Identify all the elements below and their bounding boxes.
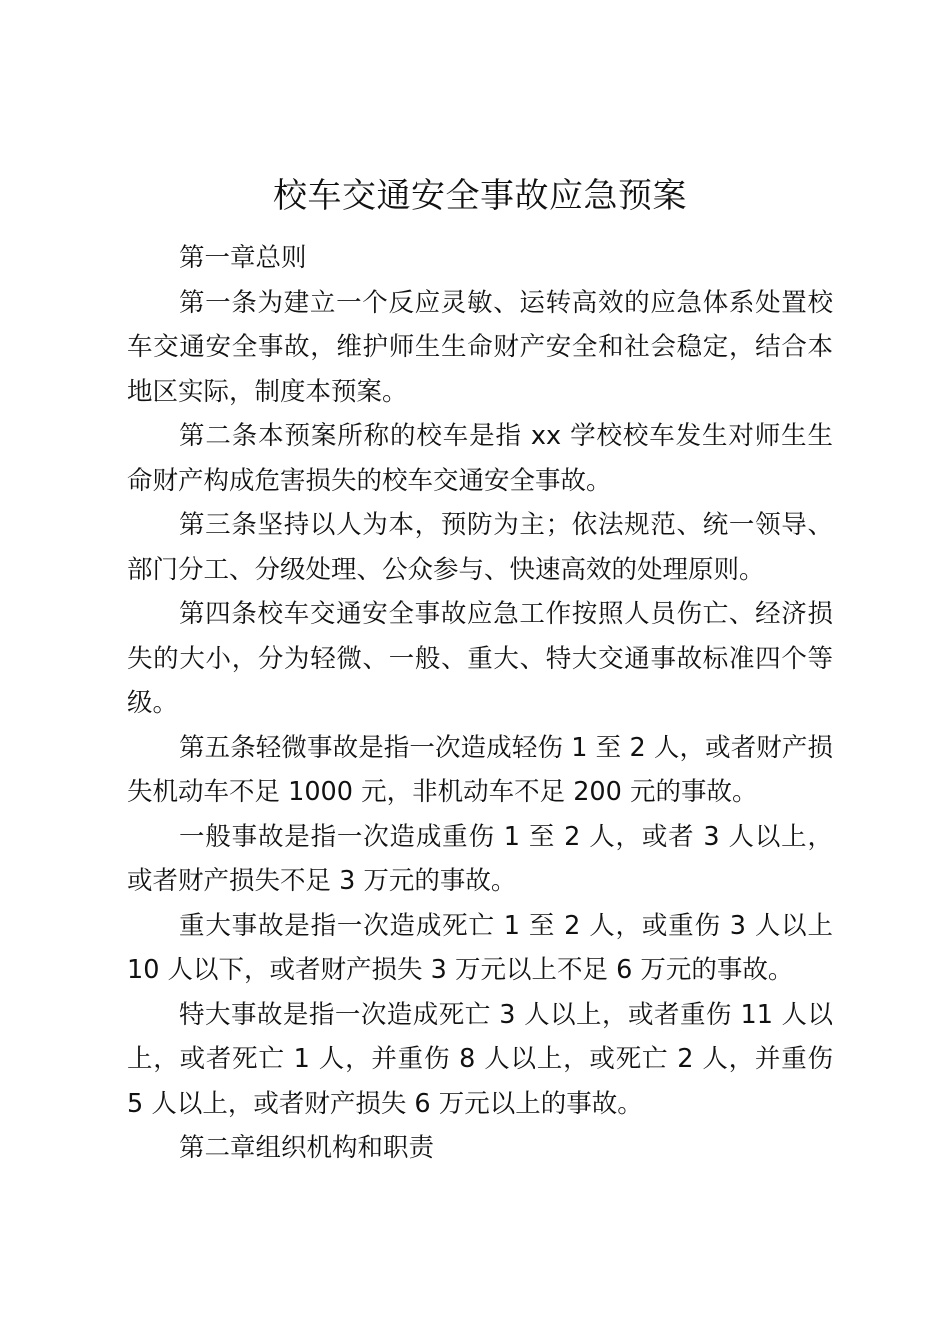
major-accident-paragraph: 重大事故是指一次造成死亡 1 至 2 人，或重伤 3 人以上 10 人以下，或者财产损失 3 万元以上不足 6 万元的事故。 [127,910,833,985]
extraordinary-accident-paragraph: 特大事故是指一次造成死亡 3 人以上，或者重伤 11 人以上，或者死亡 1 人，并重伤 8 人以上，或死亡 2 人，并重伤 5 人以上，或者财产损失 6 万元以上的事故。 [127,999,833,1119]
article-1-paragraph: 第一条为建立一个反应灵敏、运转高效的应急体系处置校车交通安全事故，维护师生生命财产安全和社会稳定，结合本地区实际，制度本预案。 [127,287,833,407]
chapter-heading-general: 第一章总则 [179,243,307,273]
article-4-paragraph: 第四条校车交通安全事故应急工作按照人员伤亡、经济损失的大小，分为轻微、一般、重大、特大交通事故标准四个等级。 [127,599,833,718]
general-accident-paragraph: 一般事故是指一次造成重伤 1 至 2 人，或者 3 人以上，或者财产损失不足 3 万元的事故。 [127,821,833,896]
chapter-heading-organization: 第二章组织机构和职责 [179,1133,435,1163]
document-page [127,170,833,1171]
article-2-paragraph: 第二条本预案所称的校车是指 xx 学校校车发生对师生生命财产构成危害损失的校车交通安全事故。 [127,421,833,496]
article-5-paragraph: 第五条轻微事故是指一次造成轻伤 1 至 2 人，或者财产损失机动车不足 1000 元，非机动车不足 200 元的事故。 [127,732,833,807]
document-title: 校车交通安全事故应急预案 [273,176,687,216]
article-3-paragraph: 第三条坚持以人为本，预防为主；依法规范、统一领导、部门分工、分级处理、公众参与、快速高效的处理原则。 [127,510,833,585]
